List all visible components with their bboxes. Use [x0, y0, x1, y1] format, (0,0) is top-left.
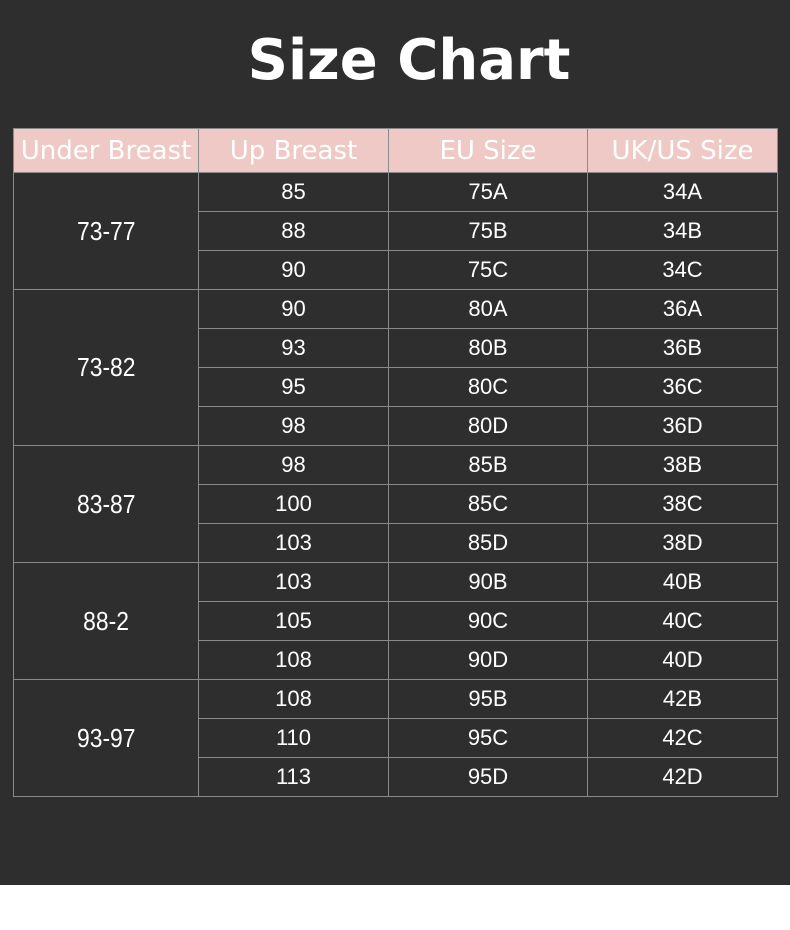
uk-us-size-cell: 42B	[588, 680, 778, 719]
table-body	[14, 173, 778, 797]
eu-size-cell: 90D	[389, 641, 588, 680]
uk-us-size-cell: 40C	[588, 602, 778, 641]
uk-us-size-cell: 36C	[588, 368, 778, 407]
uk-us-size-cell: 36D	[588, 407, 778, 446]
under-breast-value: 73-82	[76, 352, 136, 382]
up-breast-cell: 108	[199, 641, 389, 680]
under-breast-cell	[14, 290, 199, 446]
header-eu-size: EU Size	[389, 129, 588, 173]
table-row	[14, 563, 778, 602]
eu-size-cell: 90C	[389, 602, 588, 641]
under-breast-cell	[14, 563, 199, 680]
table-row	[14, 173, 778, 212]
uk-us-size-cell: 42D	[588, 758, 778, 797]
up-breast-cell: 108	[199, 680, 389, 719]
size-table	[13, 128, 778, 797]
up-breast-cell: 85	[199, 173, 389, 212]
page-title: Size Chart	[247, 28, 571, 93]
uk-us-size-cell: 36A	[588, 290, 778, 329]
header-row	[14, 129, 778, 173]
eu-size-cell: 95B	[389, 680, 588, 719]
uk-us-size-cell: 40D	[588, 641, 778, 680]
eu-size-cell: 80D	[389, 407, 588, 446]
up-breast-cell: 90	[199, 251, 389, 290]
eu-size-cell: 90B	[389, 563, 588, 602]
eu-size-cell: 80B	[389, 329, 588, 368]
uk-us-size-cell: 40B	[588, 563, 778, 602]
under-breast-cell	[14, 680, 199, 797]
uk-us-size-cell: 38C	[588, 485, 778, 524]
under-breast-value: 88-2	[83, 605, 129, 636]
uk-us-size-cell: 42C	[588, 719, 778, 758]
up-breast-cell: 103	[199, 524, 389, 563]
eu-size-cell: 75C	[389, 251, 588, 290]
up-breast-cell: 100	[199, 485, 389, 524]
up-breast-cell: 93	[199, 329, 389, 368]
up-breast-cell: 88	[199, 212, 389, 251]
eu-size-cell: 75B	[389, 212, 588, 251]
eu-size-cell: 85C	[389, 485, 588, 524]
up-breast-cell: 110	[199, 719, 389, 758]
header-uk-us-size: UK/US Size	[588, 129, 778, 173]
uk-us-size-cell: 38B	[588, 446, 778, 485]
up-breast-cell: 90	[199, 290, 389, 329]
under-breast-cell	[14, 446, 199, 563]
uk-us-size-cell: 38D	[588, 524, 778, 563]
table-row	[14, 446, 778, 485]
uk-us-size-cell: 34A	[588, 173, 778, 212]
up-breast-cell: 98	[199, 446, 389, 485]
up-breast-cell: 98	[199, 407, 389, 446]
table-row	[14, 680, 778, 719]
table-header	[14, 129, 778, 173]
up-breast-cell: 95	[199, 368, 389, 407]
header-up-breast: Up Breast	[199, 129, 389, 173]
uk-us-size-cell: 34C	[588, 251, 778, 290]
uk-us-size-cell: 36B	[588, 329, 778, 368]
up-breast-cell: 113	[199, 758, 389, 797]
eu-size-cell: 85D	[389, 524, 588, 563]
under-breast-value: 83-87	[76, 488, 136, 519]
table-row	[14, 290, 778, 329]
under-breast-value: 93-97	[76, 722, 136, 753]
header-under-breast: Under Breast	[14, 129, 199, 173]
up-breast-cell: 105	[199, 602, 389, 641]
eu-size-cell: 80A	[389, 290, 588, 329]
under-breast-value: 73-77	[76, 215, 136, 246]
eu-size-cell: 85B	[389, 446, 588, 485]
eu-size-cell: 80C	[389, 368, 588, 407]
eu-size-cell: 75A	[389, 173, 588, 212]
uk-us-size-cell: 34B	[588, 212, 778, 251]
eu-size-cell: 95C	[389, 719, 588, 758]
eu-size-cell: 95D	[389, 758, 588, 797]
up-breast-cell: 103	[199, 563, 389, 602]
under-breast-cell	[14, 173, 199, 290]
